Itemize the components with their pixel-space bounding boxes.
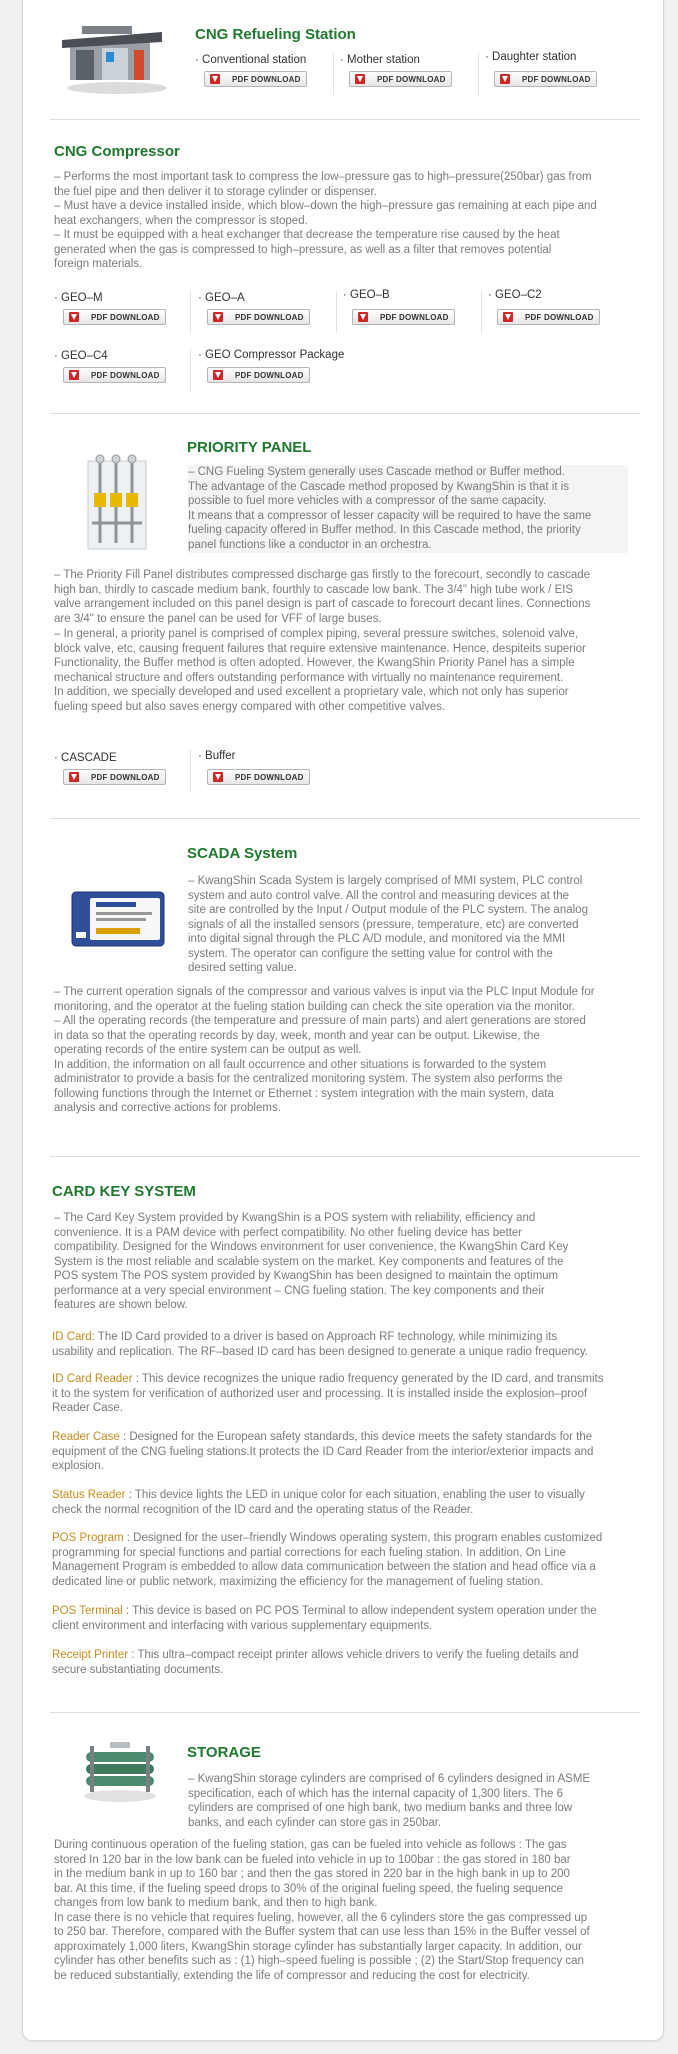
pdf-download-button-geo-a[interactable]: PDF DOWNLOAD [207, 309, 310, 325]
cardkey-item-label: Receipt Printer [52, 1649, 129, 1661]
compressor-title: CNG Compressor [54, 143, 180, 160]
priority-title: PRIORITY PANEL [187, 439, 312, 456]
pdf-download-button-package[interactable]: PDF DOWNLOAD [207, 367, 310, 383]
cardkey-item-reader-case: Reader Case : Designed for the European safety standards, this device meets the safety standards for the equipment of the CNG fueling stations.It protects the ID Card Reader from the interior/exterior impacts and explosion. [52, 1431, 594, 1472]
cardkey-item-label: POS Terminal [52, 1605, 123, 1617]
storage-intro: – KwangShin storage cylinders are comprised of 6 cylinders designed in ASME specification, each of which has the internal capacity of 1,300 liters. The 6 cylinders are comprised of one high bank, two medium banks and three low banks, and each cylinder can store gas in 250bar. [188, 1773, 591, 1829]
cardkey-item-label: Status Reader [52, 1489, 126, 1501]
cardkey-item-label: Reader Case [52, 1431, 120, 1443]
pdf-download-button-geo-c4[interactable]: PDF DOWNLOAD [63, 367, 166, 383]
compressor-item-geo-c4: · GEO–C4 [54, 350, 108, 362]
pdf-download-button-buffer[interactable]: PDF DOWNLOAD [207, 769, 310, 785]
compressor-item-geo-m: · GEO–M [54, 292, 103, 304]
cardkey-item-label: ID Card Reader [52, 1373, 133, 1385]
divider-vertical [190, 750, 191, 792]
scada-image [70, 884, 168, 952]
section-divider [50, 1156, 640, 1157]
priority-intro: – CNG Fueling System generally uses Cascade method or Buffer method. The advantage of the Cascade method proposed by KwangShin is that it is possible to fuel more vehicles with a compressor of the same capacity. It means that a compressor of lesser capacity will be required to have the same fueling capacity offered in Buffer method. In this Cascade method, the priority panel functions like a conductor in an orchestra. [188, 465, 628, 553]
divider-vertical [478, 53, 479, 95]
storage-image [80, 1738, 160, 1804]
compressor-item-geo-c2: · GEO–C2 [488, 289, 542, 301]
priority-body-1: – The Priority Fill Panel distributes compressed discharge gas firstly to the forecourt, secondly to cascade high ban, thirdly to cascade medium bank, fourthly to cascade low bank. The 3/4" high tube work / EIS valve arrangement included on this panel design is part of cascade to forecourt decant lines. Connections are 3/4" to ensure the panel can be used for VFF of large buses. [54, 569, 591, 625]
pdf-download-button-daughter[interactable]: PDF DOWNLOAD [494, 71, 597, 87]
cardkey-item-pos-terminal: POS Terminal : This device is based on PC POS Terminal to allow independent system operation under the client environment and interfacing with various supplementary equipments. [52, 1605, 597, 1632]
pdf-icon [69, 312, 79, 322]
priority-panel-image [82, 453, 152, 553]
divider-vertical [333, 53, 334, 95]
station-item-mother: · Mother station [340, 54, 420, 66]
cardkey-title: CARD KEY SYSTEM [52, 1183, 196, 1200]
section-divider [50, 119, 640, 120]
scada-intro: – KwangShin Scada System is largely comprised of MMI system, PLC control system and auto control valve. All the control and measuring devices at the site are controlled by the Input / Output module of the PLC system. The analog signals of all the installed sensors (pressure, temperature, etc) are converted into digital signal through the PLC A/D module, and monitored via the MMI system. The operator can configure the setting value for control with the desired setting value. [188, 875, 588, 974]
scada-body: – The current operation signals of the compressor and various valves is input via the PLC Input Module for monitoring, and the operator at the fueling station building can check the site operation via the monitor. – All the operating records (the temperature and pressure of main parts) and alert generations are stored in data so that the operating records by day, week, month and year can be output. Likewise, the operating records of the entire system can be output as well. In addition, the information on all fault occurrence and other situations is forwarded to the system administrator to provide a basis for the centralized monitoring system. The system also performs the following functions through the Internet or Ethernet : system integration with the main system, data analysis and corrective actions for problems. [54, 986, 595, 1114]
pdf-download-button-geo-c2[interactable]: PDF DOWNLOAD [497, 309, 600, 325]
section-divider [50, 413, 640, 414]
compressor-item-geo-b: · GEO–B [343, 289, 390, 301]
cardkey-item-receipt-printer: Receipt Printer : This ultra–compact receipt printer allows vehicle drivers to verify the fueling details and secure substantiating documents. [52, 1649, 579, 1676]
station-item-daughter: · Daughter station [485, 51, 577, 63]
pdf-icon [213, 370, 223, 380]
cardkey-item-label: ID Card [52, 1331, 92, 1343]
divider-vertical [481, 291, 482, 333]
cardkey-item-pos-program: POS Program : Designed for the user–friendly Windows operating system, this program enables customized programming for special functions and partial corrections for each fueling station. In addition, On Line Management Program is embedded to allow data communication between the station and head office via a dedicated line or public network, maximizing the efficiency for the management of fueling station. [52, 1532, 603, 1588]
storage-title: STORAGE [187, 1744, 261, 1761]
priority-body-2: – In general, a priority panel is comprised of complex piping, several pressure switches, solenoid valve, block valve, etc, causing frequent failures that require extensive maintenance. Hence, despiteits superior Functionality, the Buffer method is often adopted. However, the KwangShin Priority Panel has a simple mechanical structure and offers outstanding performance with virtually no maintenance requirement. In addition, we specially developed and used excellent a proprietary vale, which not only has superior fueling speed but also saves energy compared with other competitive valves. [54, 628, 586, 713]
pdf-icon [69, 370, 79, 380]
pdf-download-button-mother[interactable]: PDF DOWNLOAD [349, 71, 452, 87]
cardkey-item-id-card-reader: ID Card Reader : This device recognizes the unique radio frequency generated by the ID card, and transmits it to the system for verification of authorized user and processing. It is installed inside the explosion–proof Reader Case. [52, 1373, 604, 1414]
priority-item-cascade: · CASCADE [54, 752, 117, 764]
cardkey-item-label: POS Program [52, 1532, 124, 1544]
compressor-desc-2: – Must have a device installed inside, which blow–down the high–pressure gas remaining at each pipe and heat exchangers, when the compressor is stoped. [54, 200, 597, 227]
station-title: CNG Refueling Station [195, 26, 356, 43]
compressor-desc-3: – It must be equipped with a heat exchanger that decrease the temperature rise caused by the heat generated when the gas is compressed to high–pressure, as well as a filter that removes potential foreign materials. [54, 229, 560, 270]
pdf-download-button-geo-m[interactable]: PDF DOWNLOAD [63, 309, 166, 325]
pdf-download-button-cascade[interactable]: PDF DOWNLOAD [63, 769, 166, 785]
pdf-icon [358, 312, 368, 322]
section-divider [50, 1712, 640, 1713]
cardkey-item-status-reader: Status Reader : This device lights the LED in unique color for each situation, enabling the user to visually check the normal recognition of the ID card and the operating status of the Reader. [52, 1489, 585, 1516]
scada-title: SCADA System [187, 845, 298, 862]
pdf-download-button-geo-b[interactable]: PDF DOWNLOAD [352, 309, 455, 325]
pdf-icon [210, 74, 220, 84]
section-divider [50, 818, 640, 819]
divider-vertical [336, 291, 337, 333]
pdf-icon [69, 772, 79, 782]
pdf-download-button-conventional[interactable]: PDF DOWNLOAD [204, 71, 307, 87]
divider-vertical [190, 291, 191, 333]
cardkey-item-id-card: ID Card: The ID Card provided to a driver is based on Approach RF technology, while minimizing its usability and replication. The RF–based ID card has been designed to generate a unique radio frequency. [52, 1331, 588, 1358]
pdf-icon [355, 74, 365, 84]
station-image [62, 20, 172, 95]
pdf-icon [213, 772, 223, 782]
storage-body: During continuous operation of the fueling station, gas can be fueled into vehicle as follows : The gas stored In 120 bar in the low bank can be fueled into vehicle in up to 100bar : the gas stored in 180 bar in the medium bank in up to 160 bar ; and then the gas stored in 220 bar in the high bank in up to 200 bar. At this time, if the fueling speed drops to 30% of the original fueling speed, the fueling sequence changes from low bank to medium bank, and then to high bank. In case there is no vehicle that requires fueling, however, all the 6 cylinders store the gas compressed up to 250 bar. Therefore, compared with the Buffer system that can use less than 15% in the Buffer vessel of approximately 1,000 liters, KwangShin storage cylinder has substantially larger capacity. In addition, our cylinder has other benefits such as : (1) high–speed fueling is possible ; (2) the Start/Stop frequency can be reduced substantially, extending the life of compressor and reducing the cost for electricity. [54, 1839, 590, 1982]
priority-item-buffer: · Buffer [198, 750, 236, 762]
compressor-item-geo-a: · GEO–A [198, 292, 245, 304]
cardkey-intro: – The Card Key System provided by KwangShin is a POS system with reliability, efficiency and convenience. It is a PAM device with perfect compatibility. No other fueling device has better compatibility. Designed for the Windows environment for user convenience, the KwangShin Card Key System is the most reliable and scalable system on the market. Key components and features of the POS system The POS system provided by KwangShin has been designed to maintain the optimum performance at a very special environment – CNG fueling station. The key components and their features are shown below. [54, 1212, 569, 1311]
pdf-icon [213, 312, 223, 322]
pdf-icon [503, 312, 513, 322]
station-item-conventional: · Conventional station [195, 54, 307, 66]
divider-vertical [190, 349, 191, 391]
compressor-item-package: · GEO Compressor Package [198, 349, 345, 361]
pdf-icon [500, 74, 510, 84]
compressor-desc-1: – Performs the most important task to compress the low–pressure gas to high–pressure(250bar) gas from the fuel pipe and then deliver it to storage cylinder or dispenser. [54, 171, 592, 198]
